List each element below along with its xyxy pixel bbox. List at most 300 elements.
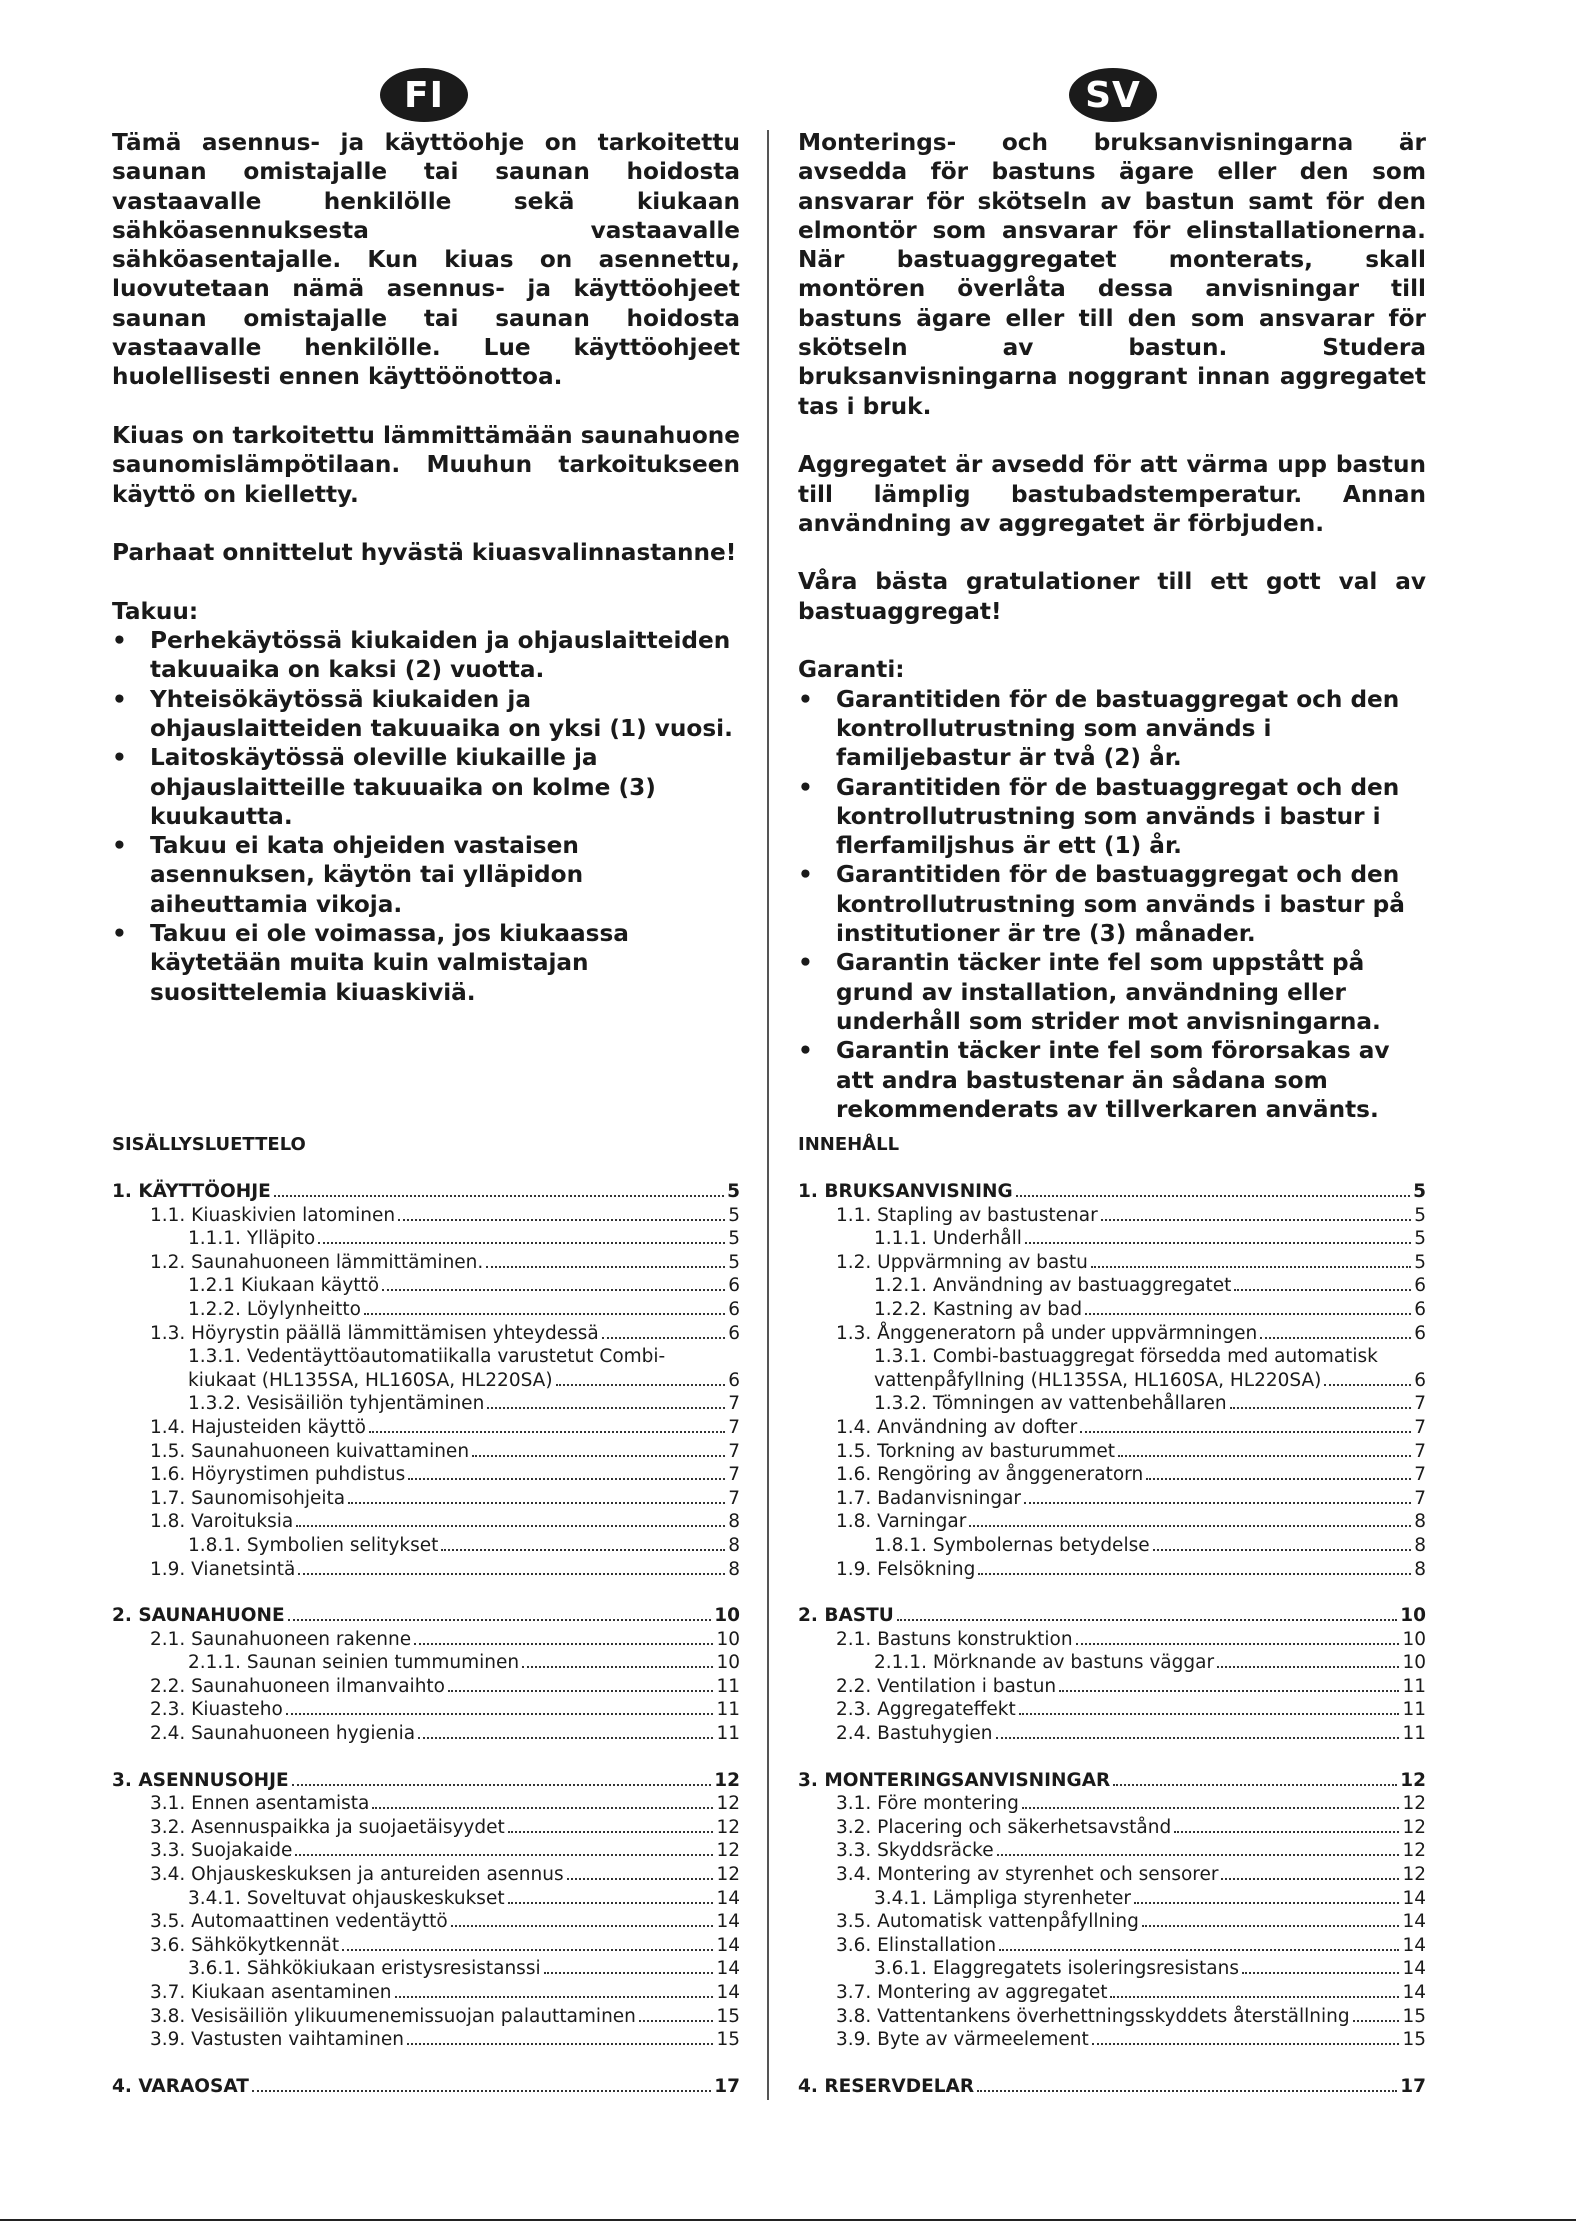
toc-entry: [798, 1510, 1426, 1534]
toc-dot-leader: [1217, 1666, 1399, 1668]
fi-warranty-item: Laitoskäytössä oleville kiukaille ja ohjauslaitteille takuuaika on kolme (3) kuukautta.: [150, 744, 656, 830]
toc-entry-page: 6: [728, 1275, 740, 1297]
toc-entry-label: 2.2. Saunahuoneen ilmanvaihto: [150, 1675, 445, 1697]
toc-entry-label: 2.3. Kiuasteho: [150, 1699, 283, 1721]
fi-warranty-heading: Takuu:: [112, 597, 199, 625]
toc-entry: [112, 1981, 740, 2005]
toc-dot-leader: [418, 1737, 713, 1739]
toc-entry-label: 2. BASTU: [798, 1605, 894, 1627]
fi-table-of-contents: [112, 1180, 740, 2098]
toc-entry: [112, 1839, 740, 1863]
toc-entry-label: 1.1.1. Ylläpito: [188, 1228, 316, 1250]
toc-entry-page: 5: [728, 1204, 740, 1226]
toc-dot-leader: [398, 1219, 725, 1221]
sv-intro-paragraph: Aggregatet är avsedd för att värma upp bastun till lämplig bastubadstemperatur. Annan användning av aggregatet är förbjuden.: [798, 451, 1426, 537]
toc-entry-label: 3.2. Placering och säkerhetsavstånd: [836, 1816, 1172, 1838]
toc-entry: [112, 1440, 740, 1464]
toc-entry-label: 3. ASENNUSOHJE: [112, 1769, 289, 1791]
toc-entry-label: 1.3. Ånggeneratorn på under uppvärmningen: [836, 1322, 1258, 1344]
toc-entry: [798, 1628, 1426, 1652]
toc-entry: [798, 1369, 1426, 1393]
toc-dot-leader: [977, 2090, 1397, 2092]
fi-warranty-item: Takuu ei kata ohjeiden vastaisen asennuksen, käytön tai ylläpidon aiheuttamia vikoja.: [150, 832, 584, 918]
toc-entry: [798, 1910, 1426, 1934]
toc-entry-label: 3.7. Montering av aggregatet: [836, 1982, 1108, 2003]
toc-dot-leader: [997, 1854, 1400, 1856]
toc-entry-label: 3.3. Suojakaide: [150, 1840, 293, 1862]
toc-entry: [112, 2005, 740, 2029]
toc-entry: [798, 1651, 1426, 1675]
sv-toc-title: INNEHÅLL: [798, 1134, 900, 1155]
toc-entry-label: 1.3.2. Vesisäiliön tyhjentäminen: [188, 1393, 485, 1415]
toc-entry-page: 6: [1414, 1369, 1426, 1391]
sv-warranty-item: Garantitiden för de bastuaggregat och den kontrollutrustning som används i bastur på institutioner är tre (3) månader.: [836, 861, 1405, 948]
toc-entry-label: 3.6.1. Sähkökiukaan eristysresistanssi: [188, 1958, 541, 1980]
toc-dot-leader: [1025, 1242, 1411, 1244]
toc-entry-page: 12: [714, 1769, 740, 1791]
toc-entry-label: vattenpåfyllning (HL135SA, HL160SA, HL220SA): [874, 1369, 1322, 1391]
toc-dot-leader: [408, 1478, 725, 1480]
bullet-icon: •: [112, 744, 127, 772]
toc-entry-page: 12: [1402, 1840, 1426, 1862]
toc-entry-label: 1.1. Kiuaskivien latominen: [150, 1204, 396, 1226]
toc-entry-page: 14: [716, 1934, 740, 1956]
toc-dot-leader: [508, 1831, 714, 1833]
toc-dot-leader: [639, 2020, 714, 2022]
toc-entry-label: 1.4. Hajusteiden käyttö: [150, 1416, 366, 1438]
toc-entry: [798, 1839, 1426, 1863]
toc-entry: [112, 1863, 740, 1887]
toc-dot-leader: [1230, 1407, 1412, 1409]
toc-entry-label: 1.6. Höyrystimen puhdistus: [150, 1464, 406, 1486]
sv-warranty-item: Garantin täcker inte fel som förorsakas av att andra bastustenar än sådana som rekommenderats av tillverkaren använts.: [836, 1037, 1390, 1123]
list-item: [112, 685, 740, 744]
sv-warranty-item: Garantitiden för de bastuaggregat och den kontrollutrustning som används i bastur i flerfamiljshus är ett (1) år.: [836, 773, 1400, 860]
toc-dot-leader: [508, 1902, 714, 1904]
toc-entry: [798, 2028, 1426, 2052]
toc-dot-leader: [487, 1407, 725, 1409]
sv-intro: [798, 128, 1426, 1124]
toc-entry: [112, 1957, 740, 1981]
toc-section-gap: [112, 1746, 740, 1769]
toc-entry-page: 14: [716, 1887, 740, 1909]
toc-entry-page: 12: [1400, 1769, 1426, 1791]
toc-entry-label: 2.4. Saunahuoneen hygienia: [150, 1723, 416, 1745]
fi-warranty-item: Perhekäytössä kiukaiden ja ohjauslaitteiden takuuaika on kaksi (2) vuotta.: [150, 627, 731, 684]
fi-warranty-list: [112, 626, 740, 1007]
toc-entry-page: 12: [1402, 1816, 1426, 1838]
toc-dot-leader: [1234, 1289, 1411, 1291]
toc-entry: [112, 1792, 740, 1816]
bullet-icon: •: [798, 773, 813, 801]
toc-entry-label: 1.2.2. Kastning av bad: [874, 1298, 1083, 1320]
toc-entry-page: 7: [1414, 1464, 1426, 1486]
toc-entry-label: 4. RESERVDELAR: [798, 2075, 975, 2097]
toc-entry-label: 3.1. Ennen asentamista: [150, 1793, 370, 1815]
toc-dot-leader: [567, 1878, 714, 1880]
toc-entry-page: 6: [1414, 1298, 1426, 1320]
toc-entry: [112, 1227, 740, 1251]
toc-entry: [798, 1392, 1426, 1416]
toc-entry-page: 17: [1400, 2075, 1426, 2097]
toc-entry-page: 5: [1414, 1228, 1426, 1250]
toc-dot-leader: [486, 1266, 725, 1268]
toc-dot-leader: [1113, 1784, 1397, 1786]
toc-entry-label: 1.4. Användning av dofter: [836, 1416, 1078, 1438]
toc-entry-label: 3.8. Vesisäiliön ylikuumenemissuojan palauttaminen: [150, 2005, 636, 2027]
toc-entry: [798, 2005, 1426, 2029]
toc-dot-leader: [286, 1713, 714, 1715]
toc-entry-page: 8: [728, 1534, 740, 1556]
toc-entry-label: 2.1.1. Saunan seinien tummuminen: [188, 1652, 520, 1674]
toc-entry-page: 5: [1414, 1204, 1426, 1226]
toc-entry: [798, 1934, 1426, 1958]
sv-warranty-item: Garantin täcker inte fel som uppstått på grund av installation, användning eller underhåll som strider mot anvisningarna.: [836, 949, 1381, 1035]
toc-entry-page: 15: [716, 2005, 740, 2027]
toc-dot-leader: [1091, 1266, 1411, 1268]
list-item: [112, 626, 740, 685]
toc-entry-label: 1.2.2. Löylynheitto: [188, 1298, 361, 1320]
toc-entry-page: 5: [728, 1251, 740, 1273]
toc-entry: [798, 1698, 1426, 1722]
toc-entry: [112, 1887, 740, 1911]
toc-dot-leader: [348, 1502, 725, 1504]
fi-intro-paragraph: Kiuas on tarkoitettu lämmittämään saunahuone saunomislämpötilaan. Muuhun tarkoitukseen käyttö on kielletty.: [112, 421, 740, 508]
toc-entry-label: 1. BRUKSANVISNING: [798, 1181, 1013, 1202]
toc-entry: [798, 1981, 1426, 2005]
toc-entry: [798, 1604, 1426, 1628]
toc-dot-leader: [544, 1972, 714, 1974]
sv-warranty-item: Garantitiden för de bastuaggregat och den kontrollutrustning som används i familjebastur är två (2) år.: [836, 685, 1400, 772]
toc-entry: [112, 1180, 740, 1204]
toc-entry-page: 8: [728, 1558, 740, 1580]
toc-entry-page: 8: [1414, 1558, 1426, 1580]
toc-entry-page: 5: [728, 1228, 740, 1250]
toc-dot-leader: [1059, 1690, 1399, 1692]
toc-entry: [112, 1204, 740, 1228]
toc-dot-leader: [978, 1573, 1411, 1575]
toc-dot-leader: [1353, 2020, 1400, 2022]
toc-dot-leader: [1101, 1219, 1412, 1221]
toc-entry-label: 4. VARAOSAT: [112, 2075, 249, 2097]
toc-entry-page: 6: [728, 1322, 740, 1344]
toc-entry-label: 2.1.1. Mörknande av bastuns väggar: [874, 1652, 1215, 1674]
toc-entry-page: 6: [728, 1298, 740, 1320]
toc-entry-page: 6: [1414, 1275, 1426, 1297]
toc-entry-label: 1.3.1. Combi-bastuaggregat försedda med automatisk: [874, 1346, 1378, 1368]
toc-entry-label: kiukaat (HL135SA, HL160SA, HL220SA): [188, 1369, 553, 1391]
list-item: [112, 919, 740, 1007]
toc-entry: [112, 1487, 740, 1511]
toc-entry: [798, 1863, 1426, 1887]
toc-entry-label: 1.2. Saunahuoneen lämmittäminen.: [150, 1251, 484, 1273]
sv-warranty-heading: Garanti:: [798, 656, 905, 684]
toc-entry-page: 12: [716, 1840, 740, 1862]
toc-entry-page: 14: [1402, 1887, 1426, 1909]
fi-intro-paragraph: Parhaat onnittelut hyvästä kiuasvalinnastanne!: [112, 539, 737, 567]
toc-entry: [112, 1345, 740, 1369]
toc-entry-label: 3.4.1. Lämpliga styrenheter: [874, 1887, 1131, 1909]
toc-dot-leader: [1146, 1478, 1411, 1480]
toc-entry: [798, 1957, 1426, 1981]
sv-intro-paragraph: Våra bästa gratulationer till ett gott val av bastuaggregat!: [798, 568, 1426, 625]
column-divider: [767, 130, 769, 2100]
toc-entry: [798, 1204, 1426, 1228]
list-item: [798, 860, 1426, 948]
list-item: [112, 743, 740, 831]
toc-dot-leader: [382, 1289, 725, 1291]
toc-entry-label: 1. KÄYTTÖOHJE: [112, 1181, 271, 1202]
toc-entry-page: 15: [716, 2029, 740, 2051]
toc-entry: [112, 1651, 740, 1675]
toc-dot-leader: [372, 1807, 713, 1809]
toc-entry: [112, 1816, 740, 1840]
toc-entry-label: 3.4.1. Soveltuvat ohjauskeskukset: [188, 1887, 505, 1909]
fi-warranty-item: Yhteisökäytössä kiukaiden ja ohjauslaitteiden takuuaika on yksi (1) vuosi.: [150, 685, 733, 742]
toc-dot-leader: [897, 1619, 1398, 1621]
toc-entry-page: 11: [716, 1675, 740, 1697]
toc-dot-leader: [369, 1431, 725, 1433]
toc-entry-page: 7: [728, 1464, 740, 1486]
bullet-icon: •: [798, 685, 813, 713]
toc-entry-page: 12: [1402, 1793, 1426, 1815]
toc-entry-label: 3.7. Kiukaan asentaminen: [150, 1982, 392, 2003]
toc-dot-leader: [298, 1573, 725, 1575]
toc-dot-leader: [295, 1854, 713, 1856]
toc-entry: [798, 1227, 1426, 1251]
toc-entry: [798, 1558, 1426, 1582]
toc-entry: [798, 1534, 1426, 1558]
toc-entry-page: 11: [716, 1699, 740, 1721]
toc-entry-label: 1.7. Badanvisningar: [836, 1487, 1022, 1509]
toc-entry: [112, 1369, 740, 1393]
toc-dot-leader: [1110, 1996, 1399, 1998]
toc-entry-page: 7: [728, 1416, 740, 1438]
toc-dot-leader: [472, 1455, 725, 1457]
toc-entry: [112, 1558, 740, 1582]
toc-dot-leader: [1221, 1878, 1399, 1880]
toc-section-gap: [798, 2052, 1426, 2075]
toc-entry-page: 15: [1402, 2005, 1426, 2027]
toc-entry-label: 3.9. Vastusten vaihtaminen: [150, 2029, 404, 2051]
toc-dot-leader: [1085, 1313, 1411, 1315]
sv-intro-paragraph: Monterings- och bruksanvisningarna är avsedda för bastuns ägare eller den som ansvarar för skötseln av bastun samt för den elmontör som ansvarar för elinstallationerna. När bastuaggregatet monterats, skall montören överlåta dessa anvisningar till bastuns ägare eller till den som ansvarar för skötseln av bastun. Studera bruksanvisningarna noggrant innan aggregatet tas i bruk.: [798, 129, 1426, 420]
toc-entry: [112, 1251, 740, 1275]
list-item: [798, 685, 1426, 773]
toc-entry: [798, 1769, 1426, 1793]
toc-entry-page: 10: [1402, 1652, 1426, 1674]
toc-entry: [798, 1322, 1426, 1346]
toc-entry-page: 17: [714, 2075, 740, 2097]
toc-entry: [112, 1722, 740, 1746]
toc-dot-leader: [296, 1525, 725, 1527]
bullet-icon: •: [112, 920, 127, 948]
sv-warranty-list: [798, 685, 1426, 1124]
toc-entry-label: 1.1.1. Underhåll: [874, 1228, 1022, 1250]
toc-entry-label: 3.6.1. Elaggregatets isoleringsresistans: [874, 1958, 1239, 1980]
toc-entry-page: 12: [716, 1793, 740, 1815]
toc-entry-label: 2.4. Bastuhygien: [836, 1723, 993, 1745]
toc-entry-label: 1.3.2. Tömningen av vattenbehållaren: [874, 1393, 1227, 1415]
toc-entry-label: 3.6. Sähkökytkennät: [150, 1934, 340, 1956]
toc-entry: [798, 1180, 1426, 1204]
toc-dot-leader: [1260, 1337, 1411, 1339]
toc-dot-leader: [1092, 2043, 1400, 2045]
toc-entry-label: 1.5. Torkning av basturummet: [836, 1440, 1116, 1462]
toc-entry-label: 3.2. Asennuspaikka ja suojaetäisyydet: [150, 1816, 505, 1838]
toc-entry-label: 2.1. Bastuns konstruktion: [836, 1628, 1073, 1650]
fi-language-badge: FI: [380, 68, 468, 122]
toc-dot-leader: [1242, 1972, 1399, 1974]
toc-entry-label: 1.2.1 Kiukaan käyttö: [188, 1275, 380, 1297]
toc-entry-page: 7: [1414, 1393, 1426, 1415]
toc-entry: [112, 1698, 740, 1722]
toc-entry-label: 1.3. Höyrystin päällä lämmittämisen yhteydessä: [150, 1322, 599, 1344]
toc-entry-page: 7: [728, 1487, 740, 1509]
toc-entry: [798, 1345, 1426, 1369]
bullet-icon: •: [798, 861, 813, 889]
list-item: [798, 948, 1426, 1036]
toc-section-gap: [112, 1581, 740, 1604]
toc-dot-leader: [1080, 1431, 1411, 1433]
toc-dot-leader: [999, 1949, 1399, 1951]
toc-entry-page: 15: [1402, 2029, 1426, 2051]
toc-entry: [798, 1816, 1426, 1840]
toc-entry-label: 3.6. Elinstallation: [836, 1934, 997, 1956]
toc-dot-leader: [556, 1384, 726, 1386]
toc-entry-page: 14: [1402, 1934, 1426, 1956]
toc-dot-leader: [288, 1619, 712, 1621]
toc-entry: [112, 1604, 740, 1628]
toc-entry-label: 1.8.1. Symbolernas betydelse: [874, 1534, 1150, 1556]
toc-entry: [112, 1392, 740, 1416]
toc-entry: [798, 1298, 1426, 1322]
toc-dot-leader: [441, 1549, 725, 1551]
toc-entry: [112, 1298, 740, 1322]
toc-entry: [112, 1769, 740, 1793]
toc-dot-leader: [969, 1525, 1411, 1527]
toc-entry-page: 11: [716, 1723, 740, 1745]
toc-dot-leader: [395, 1996, 714, 1998]
toc-dot-leader: [1118, 1455, 1411, 1457]
toc-entry-page: 10: [1400, 1605, 1426, 1627]
fi-intro-paragraph: Tämä asennus- ja käyttöohje on tarkoitettu saunan omistajalle tai saunan hoidosta vastaavalle henkilölle sekä kiukaan sähköasennuksesta vastaavalle sähköasentajalle. Kun kiuas on asennettu, luovutetaan nämä asennus- ja käyttöohjeet saunan omistajalle tai saunan hoidosta vastaavalle henkilölle. Lue käyttöohjeet huolellisesti ennen käyttöönottoa.: [112, 129, 740, 391]
toc-entry-label: 2. SAUNAHUONE: [112, 1605, 285, 1627]
toc-dot-leader: [318, 1242, 725, 1244]
toc-entry-page: 14: [1402, 1958, 1426, 1980]
toc-entry: [798, 1792, 1426, 1816]
toc-entry-page: 5: [1414, 1251, 1426, 1273]
toc-entry-label: 3.9. Byte av värmeelement: [836, 2029, 1089, 2051]
bullet-icon: •: [112, 627, 127, 655]
toc-dot-leader: [522, 1666, 713, 1668]
toc-entry: [798, 1675, 1426, 1699]
bullet-icon: •: [798, 1037, 813, 1065]
bullet-icon: •: [112, 832, 127, 860]
toc-entry-page: 14: [716, 1911, 740, 1933]
toc-entry-page: 11: [1402, 1675, 1426, 1697]
toc-entry-page: 7: [728, 1440, 740, 1462]
toc-entry-page: 10: [1402, 1628, 1426, 1650]
toc-dot-leader: [1016, 1195, 1410, 1197]
toc-entry-label: 2.3. Aggregateffekt: [836, 1699, 1016, 1721]
list-item: [798, 773, 1426, 861]
toc-dot-leader: [292, 1784, 712, 1786]
toc-entry-label: 3.5. Automatisk vattenpåfyllning: [836, 1911, 1139, 1933]
toc-entry-label: 1.1. Stapling av bastustenar: [836, 1204, 1098, 1226]
toc-entry: [112, 1322, 740, 1346]
toc-entry-page: 14: [716, 1982, 740, 2003]
toc-entry-page: 12: [716, 1816, 740, 1838]
toc-entry: [798, 2075, 1426, 2099]
toc-entry-page: 14: [1402, 1982, 1426, 2003]
toc-entry: [112, 1934, 740, 1958]
fi-toc-title: SISÄLLYSLUETTELO: [112, 1134, 306, 1155]
toc-entry-page: 7: [1414, 1440, 1426, 1462]
list-item: [798, 1036, 1426, 1124]
toc-dot-leader: [274, 1195, 724, 1197]
toc-entry-page: 6: [1414, 1322, 1426, 1344]
toc-entry-label: 1.9. Vianetsintä: [150, 1558, 296, 1580]
toc-entry-page: 12: [716, 1864, 740, 1886]
toc-entry-label: 3.4. Ohjauskeskuksen ja antureiden asennus: [150, 1864, 564, 1886]
toc-entry-page: 7: [728, 1393, 740, 1415]
toc-entry-label: 1.7. Saunomisohjeita: [150, 1487, 346, 1509]
toc-entry: [798, 1887, 1426, 1911]
toc-entry-page: 14: [1402, 1911, 1426, 1933]
toc-entry: [112, 1416, 740, 1440]
toc-entry-label: 1.9. Felsökning: [836, 1558, 976, 1580]
bullet-icon: •: [112, 685, 127, 713]
toc-entry-label: 1.2. Uppvärmning av bastu: [836, 1251, 1088, 1273]
list-item: [112, 831, 740, 919]
toc-entry-label: 1.5. Saunahuoneen kuivattaminen: [150, 1440, 470, 1462]
toc-entry-label: 1.8. Varoituksia: [150, 1511, 294, 1533]
toc-dot-leader: [1142, 1925, 1400, 1927]
toc-dot-leader: [1324, 1384, 1411, 1386]
toc-entry: [112, 1463, 740, 1487]
toc-entry-page: 8: [728, 1511, 740, 1533]
toc-entry-page: 6: [728, 1369, 740, 1391]
toc-entry: [112, 1628, 740, 1652]
toc-entry: [798, 1251, 1426, 1275]
toc-entry-label: 3.5. Automaattinen vedentäyttö: [150, 1911, 448, 1933]
toc-entry: [798, 1416, 1426, 1440]
toc-dot-leader: [414, 1643, 713, 1645]
toc-entry-page: 7: [1414, 1487, 1426, 1509]
toc-entry-label: 3.8. Vattentankens överhettningsskyddets återställning: [836, 2005, 1350, 2027]
toc-entry-label: 1.8.1. Symbolien selitykset: [188, 1534, 439, 1556]
toc-dot-leader: [996, 1737, 1400, 1739]
toc-dot-leader: [342, 1949, 713, 1951]
toc-entry-label: 1.2.1. Användning av bastuaggregatet: [874, 1275, 1232, 1297]
toc-entry-label: 1.6. Rengöring av ånggeneratorn: [836, 1464, 1144, 1486]
toc-dot-leader: [407, 2043, 713, 2045]
toc-entry: [798, 1440, 1426, 1464]
toc-entry-page: 10: [714, 1605, 740, 1627]
toc-entry: [112, 1274, 740, 1298]
toc-entry-label: 3. MONTERINGSANVISNINGAR: [798, 1769, 1111, 1791]
toc-dot-leader: [1076, 1643, 1400, 1645]
toc-section-gap: [798, 1581, 1426, 1604]
toc-entry-label: 3.1. Före montering: [836, 1793, 1019, 1815]
toc-entry-label: 3.4. Montering av styrenhet och sensorer: [836, 1864, 1219, 1886]
toc-entry-page: 5: [727, 1181, 740, 1202]
toc-entry: [798, 1463, 1426, 1487]
sv-language-badge: SV: [1069, 68, 1157, 122]
toc-entry: [798, 1274, 1426, 1298]
sv-table-of-contents: [798, 1180, 1426, 2098]
